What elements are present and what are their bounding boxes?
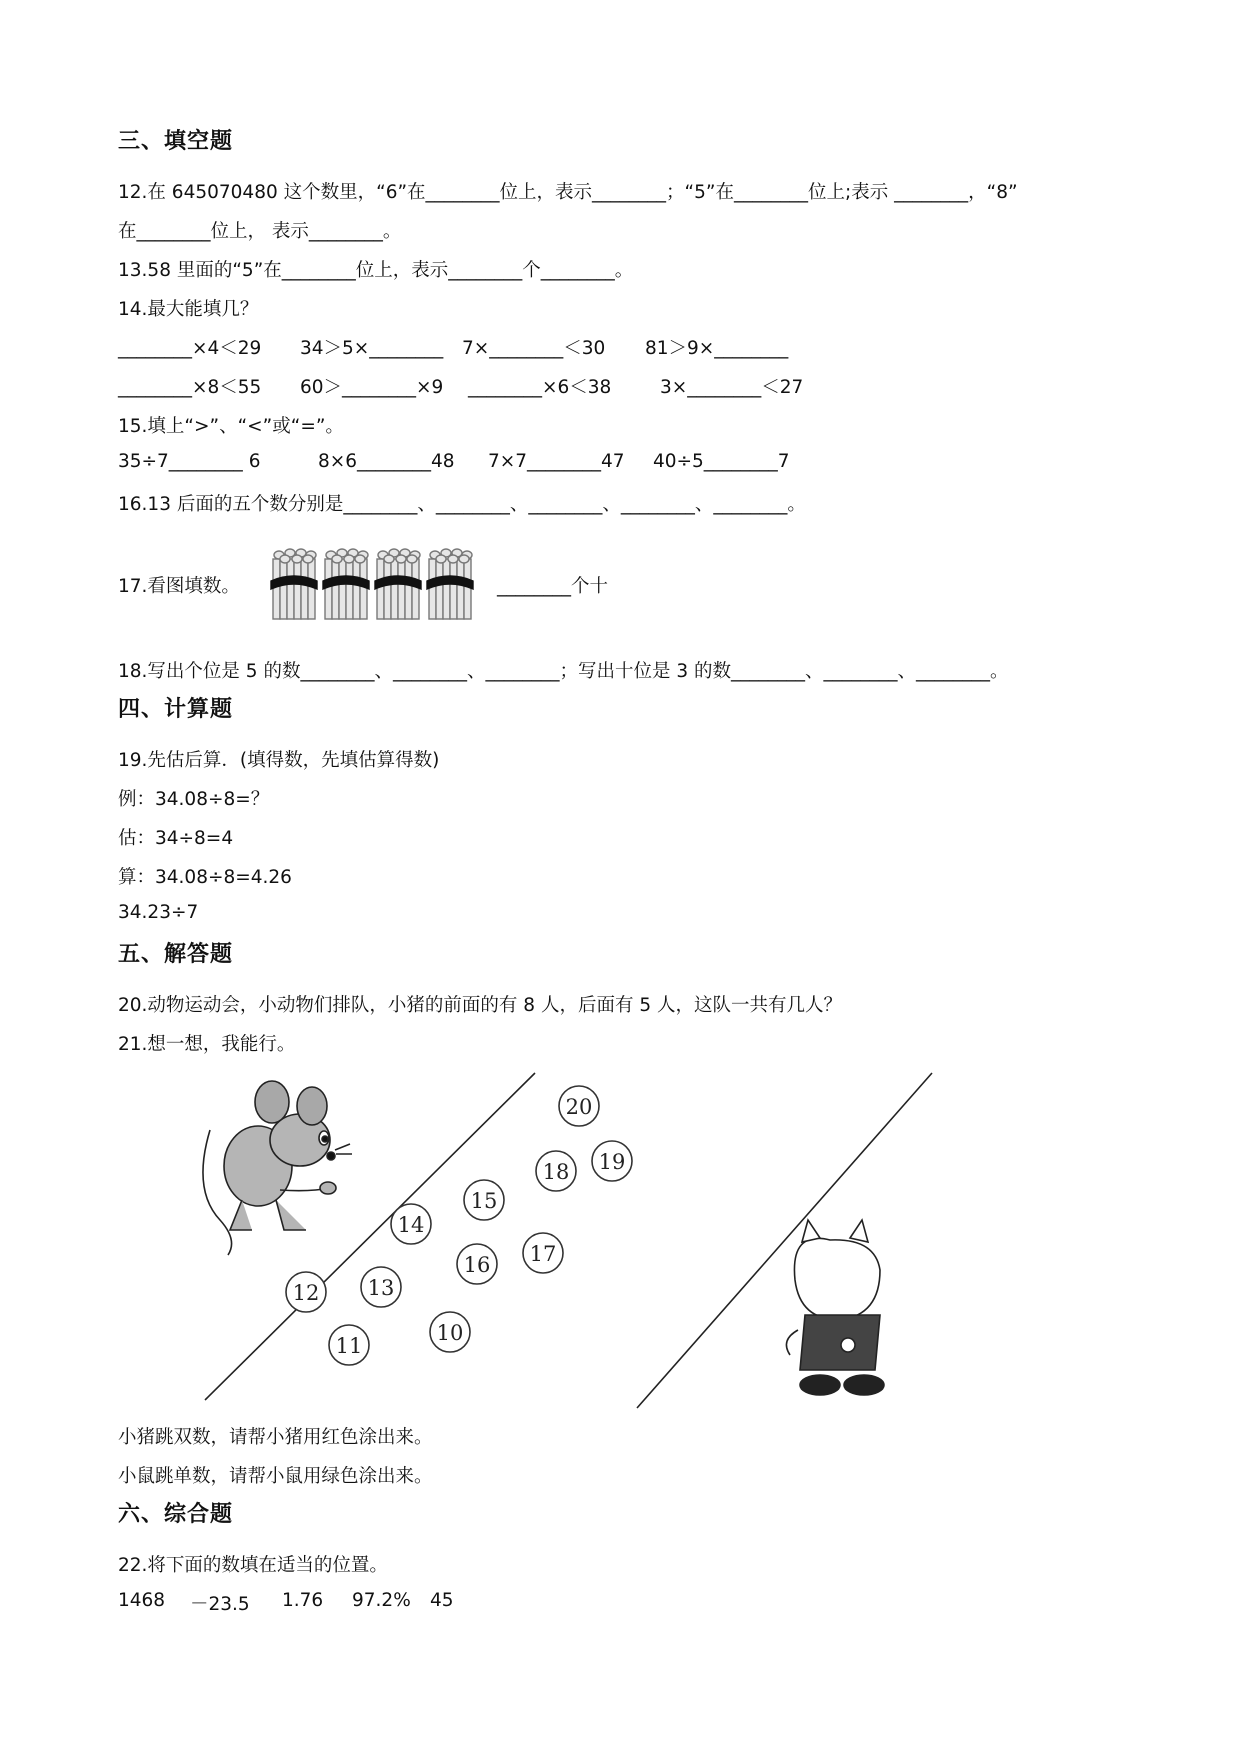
question-22-number-5: 45 xyxy=(430,1590,454,1611)
question-21-pig-instruction: 小猪跳双数，请帮小猪用红色涂出来。 xyxy=(118,1427,433,1448)
question-22-number-1: 1468 xyxy=(118,1590,166,1611)
question-15-item-2: 8×6________48 xyxy=(318,451,455,472)
question-21: 21.想一想，我能行。 xyxy=(118,1034,296,1055)
stick-bundle-2 xyxy=(323,549,369,619)
question-21-mouse-instruction: 小鼠跳单数，请帮小鼠用绿色涂出来。 xyxy=(118,1466,433,1487)
stick-bundle-4 xyxy=(427,549,473,619)
circle-label-17: 17 xyxy=(529,1242,557,1266)
question-22-number-4: 97.2% xyxy=(352,1590,411,1611)
circle-label-14: 14 xyxy=(397,1213,425,1237)
question-22-number-3: 1.76 xyxy=(282,1590,324,1611)
question-19-estimate: 估：34÷8=4 xyxy=(118,828,234,849)
question-22: 22.将下面的数填在适当的位置。 xyxy=(118,1555,388,1576)
question-19-calculate: 算：34.08÷8=4.26 xyxy=(118,867,292,888)
question-18: 18.写出个位是 5 的数________、________、________；写出十位是 3 的数________、________、________。 xyxy=(118,661,1009,682)
question-15-item-4: 40÷5________7 xyxy=(653,451,790,472)
question-14-row-2-item-1: ________×8＜55 xyxy=(118,377,262,398)
section-heading-comprehensive: 六、综合题 xyxy=(118,1502,234,1527)
stick-bundle-3 xyxy=(375,549,421,619)
question-12-line-2: 在________位上， 表示________。 xyxy=(118,221,402,242)
question-17-answer: ________个十 xyxy=(497,576,609,597)
circle-label-10: 10 xyxy=(436,1321,464,1345)
question-14-row-2-item-4: 3×________＜27 xyxy=(660,377,804,398)
circle-label-11: 11 xyxy=(335,1334,363,1358)
circle-label-13: 13 xyxy=(367,1276,395,1300)
pig-illustration xyxy=(786,1220,884,1395)
circle-label-12: 12 xyxy=(292,1281,320,1305)
question-15-item-1: 35÷7________ 6 xyxy=(118,451,261,472)
bundles-of-ten-sticks-figure xyxy=(270,545,480,623)
question-17: 17.看图填数。 xyxy=(118,576,240,597)
number-jump-figure xyxy=(180,1070,960,1410)
section-heading-calculation: 四、计算题 xyxy=(118,697,234,722)
circle-label-16: 16 xyxy=(463,1253,491,1277)
stick-bundle-1 xyxy=(271,549,317,619)
question-14-row-2-item-3: ________×6＜38 xyxy=(468,377,612,398)
section-heading-word-problems: 五、解答题 xyxy=(118,942,234,967)
circle-label-20: 20 xyxy=(565,1095,593,1119)
question-14-row-1-item-1: ________×4＜29 xyxy=(118,338,262,359)
question-22-number-2: －23.5 xyxy=(190,1594,250,1615)
question-12-line-1: 12.在 645070480 这个数里，“6”在________位上，表示________；“5”在________位上;表示 ________，“8” xyxy=(118,182,1018,203)
question-20: 20.动物运动会，小动物们排队，小猪的前面的有 8 人，后面有 5 人，这队一共有几人？ xyxy=(118,995,842,1016)
question-14: 14.最大能填几？ xyxy=(118,299,259,320)
question-14-row-2-item-2: 60＞________×9 xyxy=(300,377,444,398)
question-13: 13.58 里面的“5”在________位上，表示________个________。 xyxy=(118,260,634,281)
question-15: 15.填上“>”、“<”或“=”。 xyxy=(118,416,344,437)
question-14-row-1-item-4: 81＞9×________ xyxy=(645,338,789,359)
left-boundary-line xyxy=(205,1073,535,1400)
circle-label-15: 15 xyxy=(470,1189,498,1213)
section-heading-fill-blank: 三、填空题 xyxy=(118,129,234,154)
question-15-item-3: 7×7________47 xyxy=(488,451,625,472)
right-boundary-line xyxy=(637,1073,932,1408)
question-19: 19.先估后算．(填得数，先填估算得数) xyxy=(118,750,440,771)
mouse-illustration xyxy=(203,1081,352,1255)
question-14-row-1-item-3: 7×________＜30 xyxy=(462,338,606,359)
question-14-row-1-item-2: 34＞5×________ xyxy=(300,338,444,359)
circle-label-18: 18 xyxy=(542,1160,570,1184)
question-19-task: 34.23÷7 xyxy=(118,902,199,923)
question-16: 16.13 后面的五个数分别是________、________、________、________、________。 xyxy=(118,494,806,515)
question-19-example: 例：34.08÷8=？ xyxy=(118,789,270,810)
circle-label-19: 19 xyxy=(598,1150,626,1174)
